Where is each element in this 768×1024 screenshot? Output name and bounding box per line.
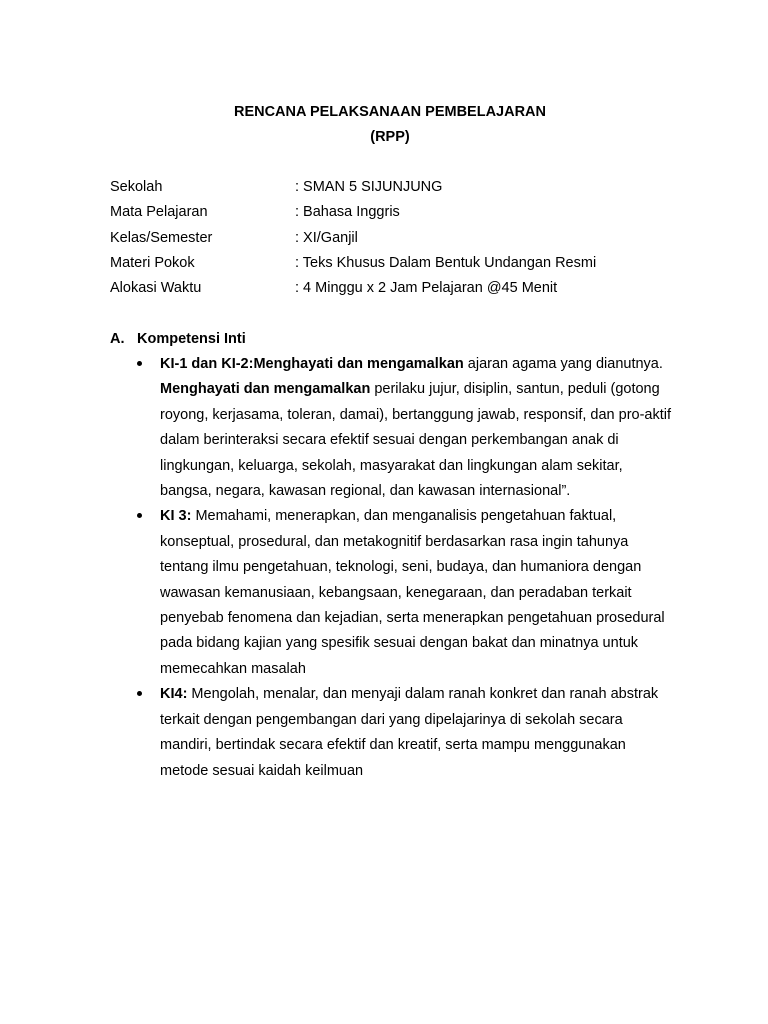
info-label: Kelas/Semester	[110, 229, 213, 246]
info-label: Sekolah	[110, 179, 163, 195]
list-item-ki3	[135, 504, 675, 682]
ki1-text: ajaran agama yang dianutnya.	[463, 356, 663, 372]
info-row-mata-pelajaran	[110, 202, 596, 227]
ki4-label: KI4:	[160, 686, 188, 703]
identity-table	[110, 177, 596, 303]
section-title: Kompetensi Inti	[137, 331, 246, 347]
info-label: Alokasi Waktu	[110, 280, 202, 297]
info-value: : 4 Minggu x 2 Jam Pelajaran @45 Menit	[295, 280, 558, 297]
list-item-ki4	[135, 682, 675, 784]
info-value: : Teks Khusus Dalam Bentuk Undangan Resmi	[295, 254, 597, 271]
info-row-sekolah	[110, 177, 596, 202]
info-value: : SMAN 5 SIJUNJUNG	[295, 179, 443, 195]
info-value: : Bahasa Inggris	[295, 204, 400, 221]
bullet-icon	[137, 691, 142, 696]
section-letter: A.	[110, 331, 125, 347]
ki2-text: perilaku jujur, disiplin, santun, peduli (gotong royong, kerjasama, toleran, damai), bertanggung jawab, responsif, dan pro-aktif dalam berinteraksi secara efektif sesuai dengan perkembangan anak di lingkungan, keluarga, sekolah, masyarakat dan lingkungan alam sekitar, bangsa, negara, kawasan regional, dan kawasan internasional”.	[160, 381, 672, 500]
competency-list	[135, 352, 675, 784]
section-heading	[110, 329, 246, 349]
bullet-icon	[137, 513, 142, 518]
document-title: RENCANA PELAKSANAAN PEMBELAJARAN	[233, 104, 547, 120]
info-row-materi-pokok	[110, 253, 596, 278]
bullet-icon	[137, 361, 142, 366]
info-row-kelas-semester	[110, 228, 596, 253]
info-label: Materi Pokok	[110, 254, 195, 271]
ki3-text: Memahami, menerapkan, dan menganalisis pengetahuan faktual, konseptual, prosedural, dan metakognitif berdasarkan rasa ingin tahunya tentang ilmu pengetahuan, teknologi, seni, budaya, dan humaniora dengan wawasan kemanusiaan, kebangsaan, kenegaraan, dan peradaban terkait penyebab fenomena dan kejadian, serta menerapkan pengetahuan prosedural pada bidang kajian yang spesifik sesuai dengan bakat dan minatnya untuk memecahkan masalah	[160, 508, 665, 677]
info-label: Mata Pelajaran	[110, 204, 208, 221]
ki2-emphasis: Menghayati dan mengamalkan	[160, 381, 371, 398]
info-row-alokasi-waktu	[110, 278, 596, 303]
ki1-label: KI-1 dan KI-2:Menghayati dan mengamalkan	[160, 356, 464, 372]
ki3-label: KI 3:	[160, 508, 192, 525]
document-subtitle: (RPP)	[370, 129, 410, 145]
ki4-text: Mengolah, menalar, dan menyaji dalam ranah konkret dan ranah abstrak terkait dengan pengembangan dari yang dipelajarinya di sekolah secara mandiri, bertindak secara efektif dan kreatif, serta mampu menggunakan metode sesuai kaidah keilmuan	[160, 686, 659, 779]
info-value: : XI/Ganjil	[295, 229, 358, 246]
list-item-ki1-ki2	[135, 352, 675, 504]
